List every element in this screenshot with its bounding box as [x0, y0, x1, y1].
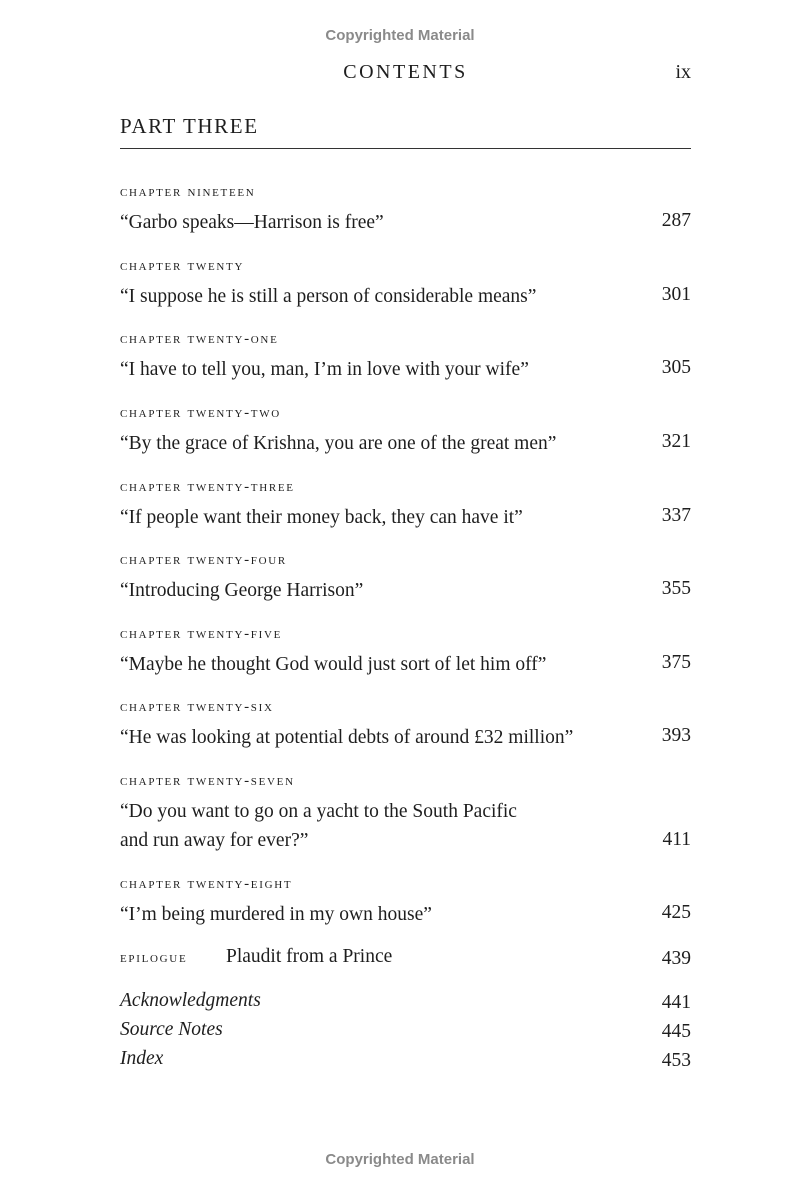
chapter-page-number: 305: [661, 357, 691, 378]
toc-entry-acknowledgments: [120, 990, 691, 1018]
chapter-label: chapter twenty-five: [120, 626, 283, 642]
toc-entry-chapter-twenty-seven: [120, 773, 691, 859]
running-head-page-number: ix: [675, 61, 691, 83]
toc-entry-chapter-twenty-six: [120, 699, 691, 755]
part-title: PART THREE: [120, 114, 259, 138]
epilogue-label: epilogue: [120, 950, 188, 966]
copyright-watermark-top: Copyrighted Material: [325, 27, 475, 44]
chapter-label: chapter twenty-seven: [120, 773, 295, 789]
chapter-page-number: 321: [661, 431, 691, 452]
chapter-title: “By the grace of Krishna, you are one of the great men”: [120, 433, 557, 454]
chapter-title: “I’m being murdered in my own house”: [120, 904, 432, 925]
toc-entry-chapter-twenty-one: [120, 331, 691, 387]
chapter-page-number: 337: [661, 505, 691, 526]
chapter-title: “I have to tell you, man, I’m in love with your wife”: [120, 359, 529, 380]
chapter-label: chapter twenty-two: [120, 405, 281, 421]
chapter-title: “He was looking at potential debts of around £32 million”: [120, 727, 574, 748]
chapter-label: chapter twenty-one: [120, 331, 279, 347]
chapter-title: “Introducing George Harrison”: [120, 580, 364, 601]
epilogue-page-number: 439: [661, 948, 691, 969]
chapter-title: “I suppose he is still a person of considerable means”: [120, 286, 537, 307]
back-matter-page-number: 453: [661, 1050, 691, 1071]
chapter-title-line-2: and run away for ever?”: [120, 830, 309, 851]
back-matter-title: Source Notes: [120, 1019, 223, 1040]
chapter-label: chapter twenty-four: [120, 552, 287, 568]
chapter-title-line-1: “Do you want to go on a yacht to the South Pacific: [120, 801, 517, 822]
chapter-page-number: 425: [661, 902, 691, 923]
chapter-label: chapter twenty-three: [120, 479, 295, 495]
toc-entry-chapter-twenty-two: [120, 405, 691, 461]
toc-entry-chapter-twenty-eight: [120, 876, 691, 932]
running-head-title: CONTENTS: [343, 61, 468, 83]
chapter-label: chapter twenty-six: [120, 699, 274, 715]
chapter-page-number: 287: [661, 210, 691, 231]
back-matter-page-number: 445: [661, 1021, 691, 1042]
toc-entry-chapter-twenty-three: [120, 479, 691, 535]
chapter-page-number: 355: [661, 578, 691, 599]
chapter-title: “Maybe he thought God would just sort of let him off”: [120, 654, 547, 675]
toc-entry-chapter-twenty-four: [120, 552, 691, 608]
back-matter-title: Acknowledgments: [120, 990, 261, 1011]
chapter-title: “Garbo speaks—Harrison is free”: [120, 212, 384, 233]
chapter-label: chapter twenty: [120, 258, 245, 274]
chapter-page-number: 375: [661, 652, 691, 673]
toc-entry-index: [120, 1048, 691, 1076]
chapter-page-number: 393: [661, 725, 691, 746]
toc-entry-chapter-nineteen: [120, 184, 691, 240]
chapter-title: “If people want their money back, they can have it”: [120, 507, 523, 528]
toc-entry-chapter-twenty: [120, 258, 691, 314]
toc-entry-source-notes: [120, 1019, 691, 1047]
epilogue-title: Plaudit from a Prince: [226, 946, 393, 967]
toc-entry-chapter-twenty-five: [120, 626, 691, 682]
chapter-title: [120, 797, 590, 855]
chapter-page-number: 301: [661, 284, 691, 305]
back-matter-page-number: 441: [661, 992, 691, 1013]
back-matter-title: Index: [120, 1048, 164, 1069]
chapter-label: chapter nineteen: [120, 184, 256, 200]
copyright-watermark-bottom: Copyrighted Material: [325, 1151, 475, 1168]
chapter-label: chapter twenty-eight: [120, 876, 293, 892]
table-of-contents: [120, 0, 691, 1194]
chapter-page-number: 411: [662, 829, 691, 850]
